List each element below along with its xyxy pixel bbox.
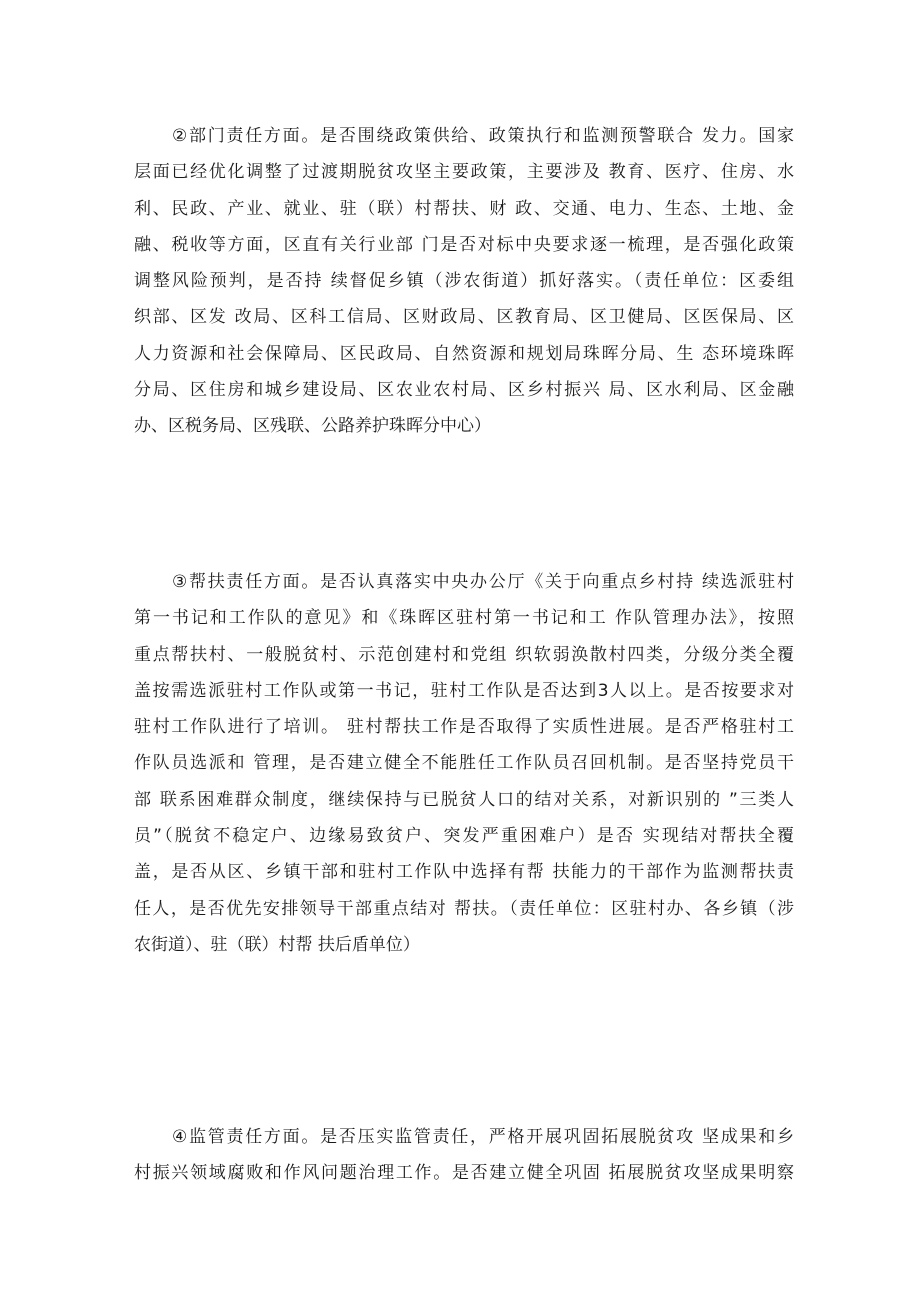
text-line: 部 联系困难群众制度，继续保持与已脱贫人口的结对关系，对新识别的 ”三类人 [134,789,794,810]
text-line: 第一书记和工作队的意见》和《珠晖区驻村第一书记和工 作队管理办法》，按照 [134,608,794,629]
text-line: 驻村工作队进行了培训。 驻村帮扶工作是否取得了实质性进展。是否严格驻村工 [134,717,794,738]
text-line: 调整风险预判，是否持 续督促乡镇（涉农街道）抓好落实。（责任单位：区委组 [134,271,794,292]
text-line: 办、区税务局、区残联、公路养护珠晖分中心） [134,416,491,437]
text-line: 任人，是否优先安排领导干部重点结对 帮扶。（责任单位：区驻村办、各乡镇（涉 [134,898,794,919]
text-line: 织部、区发 改局、区科工信局、区财政局、区教育局、区卫健局、区医保局、区 [134,307,794,328]
paragraph-assistance-responsibility [134,564,794,963]
text-line: ④监管责任方面。是否压实监管责任，严格开展巩固拓展脱贫攻 坚成果和乡 [172,1127,794,1147]
text-line: 盖按需选派驻村工作队或第一书记，驻村工作队是否达到3人以上。是否按要求对 [134,680,794,701]
text-line: 员”（脱贫不稳定户、边缘易致贫户、突发严重困难户）是否 实现结对帮扶全覆 [134,826,794,847]
text-line: ②部门责任方面。是否围绕政策供给、政策执行和监测预警联合 发力。国家 [172,126,794,146]
text-line: 人力资源和社会保障局、区民政局、自然资源和规划局珠晖分局、生 态环境珠晖 [134,343,794,364]
text-line: 层面已经优化调整了过渡期脱贫攻坚主要政策，主要涉及 教育、医疗、住房、水 [134,162,794,183]
text-line: 农街道）、驻（联）村帮 扶后盾单位） [134,934,420,955]
paragraph-supervision-responsibility [134,1119,794,1192]
text-line: 融、税收等方面，区直有关行业部 门是否对标中央要求逐一梳理，是否强化政策 [134,234,794,255]
text-line: 利、民政、产业、就业、驻（联）村帮扶、财 政、交通、电力、生态、土地、金 [134,198,794,219]
text-line: 村振兴领域腐败和作风问题治理工作。是否建立健全巩固 拓展脱贫攻坚成果明察 [134,1163,794,1184]
text-line: 分局、区住房和城乡建设局、区农业农村局、区乡村振兴 局、区水利局、区金融 [134,380,794,401]
text-line: 重点帮扶村、一般脱贫村、示范创建村和党组 织软弱涣散村四类，分级分类全覆 [134,644,794,665]
text-line: ③帮扶责任方面。是否认真落实中央办公厅《关于向重点乡村持 续选派驻村 [172,572,794,592]
text-line: 作队员选派和 管理，是否建立健全不能胜任工作队员召回机制。是否坚持党员干 [134,753,794,774]
paragraph-department-responsibility [134,118,794,445]
text-line: 盖，是否从区、乡镇干部和驻村工作队中选择有帮 扶能力的干部作为监测帮扶责 [134,862,794,883]
